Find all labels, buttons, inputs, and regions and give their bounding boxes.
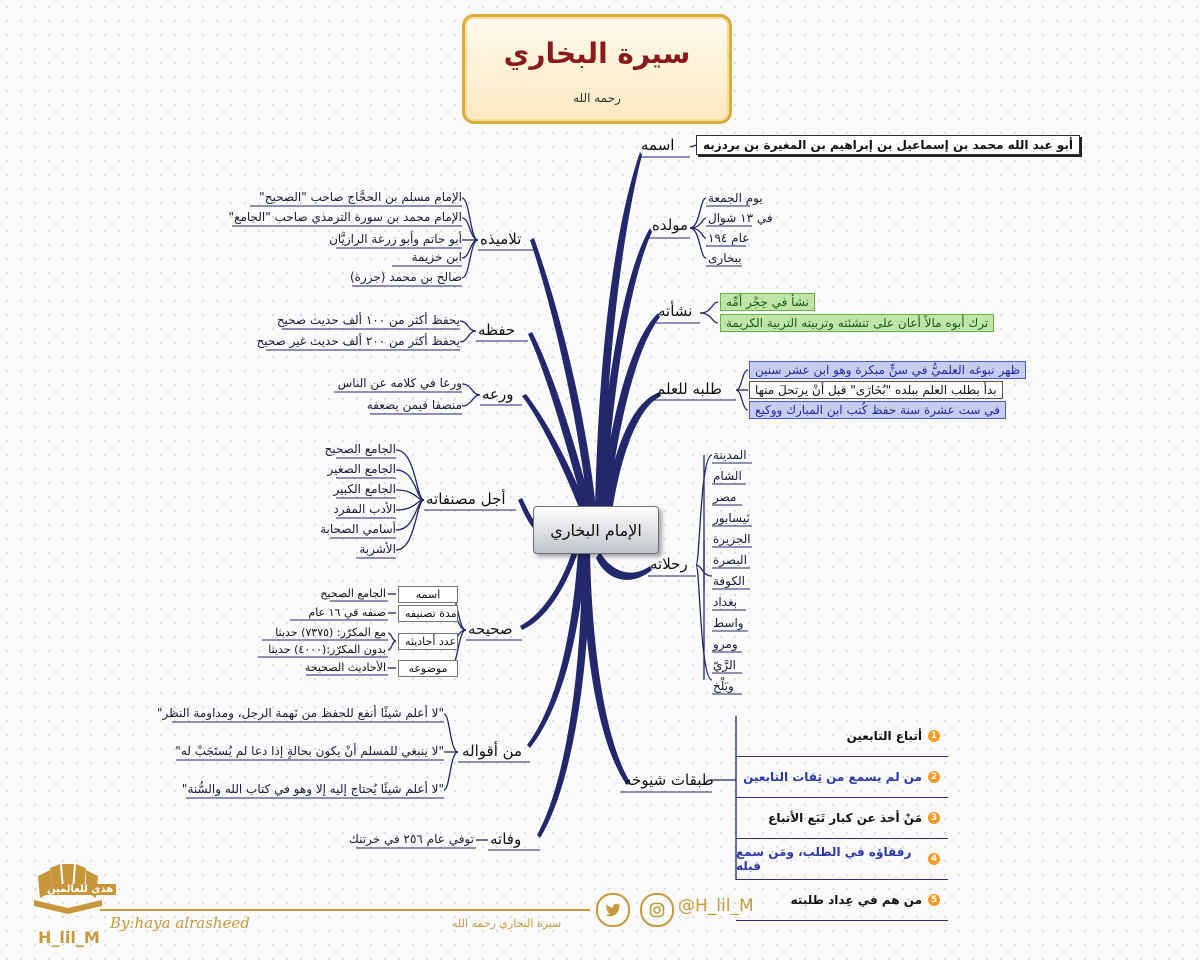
- tabaqat-label: مَنْ أخذ عن كبار تَبَع الأتباع: [768, 811, 922, 825]
- sahih-sub-mudda: مدة تصنيفه: [398, 605, 458, 622]
- sahih-value: الجامع الصحيح: [320, 587, 386, 600]
- talamidh-item: "الإمام مسلم بن الحجَّاج صاحب "الصحيح: [259, 190, 462, 204]
- tabaqat-number-badge: 2: [928, 771, 940, 783]
- musannaf-item: الجامع الصغير: [327, 462, 396, 476]
- tabaqat-row: [736, 839, 948, 880]
- topic-mawlid: مولده: [652, 216, 689, 234]
- tabaqat-label: رفقاؤه في الطلب، ومَن سمع قبله: [736, 845, 912, 873]
- musannaf-item: الجامع الصحيح: [324, 442, 396, 456]
- nashatuh-item: نشأ في حِجْر أمِّه: [720, 293, 815, 311]
- title-frame: [462, 14, 732, 124]
- twitter-icon[interactable]: [596, 893, 630, 927]
- tabaqat-row: [736, 798, 948, 839]
- qawl-item: "لا أعلم شيئًا أنفع للحفظ من نَهمة الرجل، ومداومة النظر": [157, 706, 444, 720]
- hifzuh-item: يحفظ أكثر من ١٠٠ ألف حديث صحيح: [276, 313, 460, 327]
- mawlid-item: عام ١٩٤: [708, 231, 750, 245]
- mawlid-item: ببخارى: [708, 251, 742, 265]
- rihla-city: الرَّيّ: [713, 658, 737, 672]
- topic-wafatuh: وفاته: [490, 830, 522, 848]
- topic-ism: اسمه: [641, 136, 675, 154]
- talamidh-item: أبو حاتم وأبو زرعة الرازيَّان: [329, 232, 462, 246]
- page-title: سيرة البخاري: [503, 37, 691, 70]
- qawl-item: "لا أعلم شيئًا يُحتاج إليه إلا وهو في كتاب الله والسُّنة": [181, 782, 444, 796]
- topic-hifzuh: حفظه: [478, 321, 516, 339]
- rihla-city: مصر: [713, 490, 737, 504]
- footer-caption: سيرة البخاري رحمه الله: [452, 917, 562, 930]
- topic-sahih: صحيحه: [468, 620, 513, 638]
- qawl-item: "لا ينبغي للمسلم أنْ يكون بحالةٍ إذا دعا لم يُستَجَبْ له": [175, 744, 444, 758]
- waraeh-item: منصفا فيمن يضعفه: [366, 398, 462, 412]
- ism-value: أبو عبد الله محمد بن إسماعيل بن إبراهيم بن المغيرة بن بردزبه: [696, 135, 1080, 155]
- tabaqat-row: [736, 880, 948, 921]
- sahih-value: مع المكرّر: (٧٣٧٥) حديثا: [275, 626, 386, 639]
- author-credit: By:haya alrasheed: [110, 914, 250, 932]
- topic-waraeh: ورعه: [482, 385, 514, 403]
- sahih-value: بدون المكرّر:(٤٠٠٠) حديثا: [268, 643, 386, 656]
- sahih-sub-adad: عدد أحاديثه: [398, 633, 458, 650]
- tabaqat-label: من هم في عِداد طلبته: [790, 893, 922, 907]
- talabuh-item: ظهر نبوغه العلميُّ في سنٍّ مبكرة وهو ابن عشر سنين: [749, 361, 1026, 379]
- rihla-city: المدينة: [713, 448, 747, 462]
- logo-text: هدى للعالمين: [44, 884, 116, 895]
- topic-tabaqat: طبقات شيوخه: [624, 771, 714, 789]
- rihla-city: الجزيرة: [713, 532, 751, 546]
- tabaqat-number-badge: 5: [928, 894, 940, 906]
- tabaqat-row: [736, 757, 948, 798]
- logo-handle: H_lil_M: [38, 928, 100, 947]
- rihla-city: بغداد: [713, 595, 738, 609]
- musannaf-item: أسامي الصحابة: [320, 522, 396, 536]
- rihla-city: الشام: [713, 469, 742, 483]
- rihla-city: الكوفة: [713, 574, 745, 588]
- musannaf-item: الجامع الكبير: [333, 482, 396, 496]
- rihla-city: ومرو: [713, 637, 738, 651]
- tabaqat-list: [736, 716, 948, 907]
- talabuh-item: بدأ بطلب العلم ببلده "بُخَارَى" قبل أنْ يرتحلَ منها: [749, 381, 1003, 399]
- page-subtitle: رحمه الله: [573, 91, 621, 105]
- rihla-city: وبَلْخ: [713, 679, 734, 693]
- central-node: الإمام البخاري: [533, 506, 659, 554]
- sahih-value: الأحاديث الصحيحة: [304, 661, 386, 674]
- topic-rihlatuh: رحلاته: [650, 555, 688, 573]
- talamidh-item: صالح بن محمد (جزرة): [349, 270, 462, 284]
- tabaqat-label: أتباع التابعين: [846, 729, 922, 743]
- tabaqat-label: من لم يسمع من ثِقات التابعين: [743, 770, 922, 784]
- rihla-city: البصرة: [713, 553, 747, 567]
- nashatuh-item: ترك أبوه مالاً أعان على تنشئته وتربيته التربية الكريمة: [720, 314, 994, 332]
- tabaqat-number-badge: 1: [928, 730, 940, 742]
- topic-musannafat: أجل مصنفاته: [426, 490, 506, 508]
- sahih-sub-mawdu: موضوعه: [398, 660, 458, 677]
- tabaqat-number-badge: 3: [928, 812, 940, 824]
- talabuh-item: في ست عشرة سنة حفظ كُتب ابن المبارك ووكيع: [749, 401, 1006, 419]
- footer-divider: [100, 909, 590, 911]
- tabaqat-number-badge: 4: [928, 853, 940, 865]
- hifzuh-item: يحفظ أكثر من ٢٠٠ ألف حديث غير صحيح: [256, 334, 460, 348]
- topic-talabuh: طلبه للعلم: [656, 380, 722, 398]
- rihla-city: نَيسابور: [713, 511, 750, 525]
- topic-nashatuh: نشأته: [658, 302, 693, 320]
- rihla-city: واسط: [713, 616, 744, 630]
- topic-talamidh: تلاميذه: [480, 230, 522, 248]
- sahih-value: صنفه في ١٦ عام: [308, 606, 386, 619]
- wafatuh-value: توفي عام ٢٥٦ في خرتنك: [349, 832, 474, 846]
- musannaf-item: الأشربة: [359, 542, 396, 556]
- mawlid-item: في ١٣ شوال: [708, 211, 773, 225]
- musannaf-item: الأدب المفرد: [333, 502, 396, 516]
- talamidh-item: "الإمام محمد بن سورة الترمذي صاحب "الجامع: [228, 210, 462, 224]
- sahih-sub-ism: اسمه: [398, 586, 458, 603]
- instagram-icon[interactable]: [640, 893, 674, 927]
- topic-aqwaluh: من أقواله: [462, 742, 523, 760]
- talamidh-item: ابن خزيمة: [411, 250, 462, 264]
- waraeh-item: ورعا في كلامه عن الناس: [337, 376, 462, 390]
- mawlid-item: يوم الجمعة: [708, 191, 763, 205]
- social-handle[interactable]: @H_lil_M: [678, 896, 754, 916]
- tabaqat-row: [736, 716, 948, 757]
